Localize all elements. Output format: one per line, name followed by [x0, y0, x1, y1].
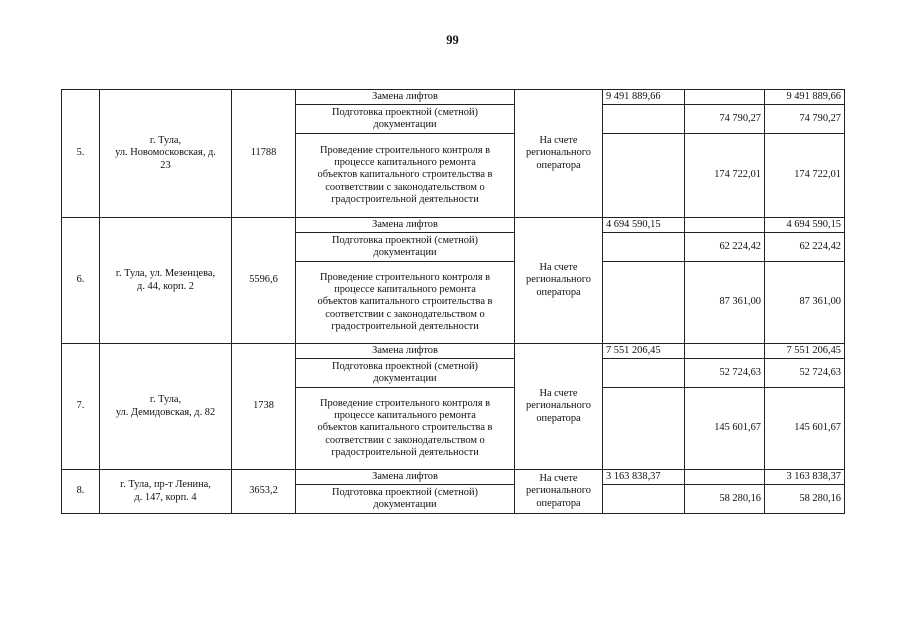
amount-total: 3 163 838,37: [765, 470, 845, 485]
work-name: [296, 359, 515, 388]
amount-total: 9 491 889,66: [765, 90, 845, 105]
row-number: 6.: [62, 218, 100, 344]
amount-col1: [603, 105, 685, 134]
funding-source-text: На счете регионального оператора: [526, 135, 591, 171]
amount-col2: [685, 470, 765, 485]
amount-total: 87 361,00: [765, 262, 845, 344]
house-address-text: г. Тула, пр-т Ленина, д. 147, корп. 4: [120, 479, 211, 503]
amount-total: 58 280,16: [765, 485, 845, 514]
amount-col1: 3 163 838,37: [603, 470, 685, 485]
house-area: 1738: [232, 344, 296, 470]
page-number: 99: [446, 33, 459, 47]
house-address-text: г. Тула, ул. Мезенцева, д. 44, корп. 2: [115, 268, 216, 292]
work-name-text: Замена лифтов: [372, 90, 438, 102]
work-name: [296, 90, 515, 105]
amount-col2: 52 724,63: [685, 359, 765, 388]
table-row: [62, 218, 845, 233]
table-row: [62, 90, 845, 105]
work-name-text: Проведение строительного контроля в процессе капитального ремонта объектов капитального строительства в соответствии с законодательством о градостроительной деятельности: [317, 271, 493, 332]
amount-col1: 7 551 206,45: [603, 344, 685, 359]
amount-col1: [603, 485, 685, 514]
house-area: 3653,2: [232, 470, 296, 514]
work-name-text: Подготовка проектной (сметной) документации: [332, 234, 478, 258]
work-name-text: Замена лифтов: [372, 470, 438, 482]
amount-col2: 145 601,67: [685, 388, 765, 470]
amount-col2: 174 722,01: [685, 134, 765, 218]
amount-col2: [685, 218, 765, 233]
amount-col2: [685, 344, 765, 359]
amount-col1: [603, 262, 685, 344]
amount-col2: 58 280,16: [685, 485, 765, 514]
amount-col2: 62 224,42: [685, 233, 765, 262]
amount-total: 4 694 590,15: [765, 218, 845, 233]
house-area: 5596,6: [232, 218, 296, 344]
amount-col1: 4 694 590,15: [603, 218, 685, 233]
amount-col1: [603, 359, 685, 388]
amount-col1: [603, 134, 685, 218]
house-address-text: г. Тула, ул. Демидовская, д. 82: [115, 394, 216, 418]
work-name-text: Замена лифтов: [372, 218, 438, 230]
row-number: 8.: [62, 470, 100, 514]
house-address: [100, 218, 232, 344]
work-name-text: Подготовка проектной (сметной) документации: [332, 360, 478, 384]
work-name: [296, 218, 515, 233]
funding-source: [515, 344, 603, 470]
work-name-text: Проведение строительного контроля в процессе капитального ремонта объектов капитального строительства в соответствии с законодательством о градостроительной деятельности: [317, 397, 493, 458]
amount-total: 7 551 206,45: [765, 344, 845, 359]
house-address: [100, 470, 232, 514]
funding-source: [515, 90, 603, 218]
funding-source-text: На счете регионального оператора: [526, 473, 591, 509]
house-address: [100, 90, 232, 218]
amount-total: 174 722,01: [765, 134, 845, 218]
amount-col1: [603, 388, 685, 470]
table-row: [62, 470, 845, 485]
work-name: [296, 134, 515, 218]
work-name: [296, 470, 515, 485]
capital-repair-table: [61, 89, 845, 514]
funding-source: [515, 470, 603, 514]
house-area: 11788: [232, 90, 296, 218]
work-name-text: Замена лифтов: [372, 344, 438, 356]
table-row: [62, 344, 845, 359]
amount-total: 74 790,27: [765, 105, 845, 134]
row-number: 7.: [62, 344, 100, 470]
funding-source: [515, 218, 603, 344]
house-address-text: г. Тула, ул. Новомосковская, д. 23: [115, 135, 216, 171]
amount-col2: [685, 90, 765, 105]
funding-source-text: На счете регионального оператора: [526, 388, 591, 424]
amount-col1: [603, 233, 685, 262]
amount-col1: 9 491 889,66: [603, 90, 685, 105]
work-name: [296, 105, 515, 134]
funding-source-text: На счете регионального оператора: [526, 262, 591, 298]
house-address: [100, 344, 232, 470]
amount-total: 62 224,42: [765, 233, 845, 262]
work-name-text: Подготовка проектной (сметной) документации: [332, 106, 478, 130]
work-name: [296, 388, 515, 470]
work-name-text: Проведение строительного контроля в процессе капитального ремонта объектов капитального строительства в соответствии с законодательством о градостроительной деятельности: [317, 144, 493, 205]
work-name-text: Подготовка проектной (сметной) документации: [332, 486, 478, 510]
work-name: [296, 485, 515, 514]
amount-col2: 87 361,00: [685, 262, 765, 344]
row-number: 5.: [62, 90, 100, 218]
amount-total: 145 601,67: [765, 388, 845, 470]
amount-col2: 74 790,27: [685, 105, 765, 134]
amount-total: 52 724,63: [765, 359, 845, 388]
work-name: [296, 344, 515, 359]
work-name: [296, 233, 515, 262]
work-name: [296, 262, 515, 344]
